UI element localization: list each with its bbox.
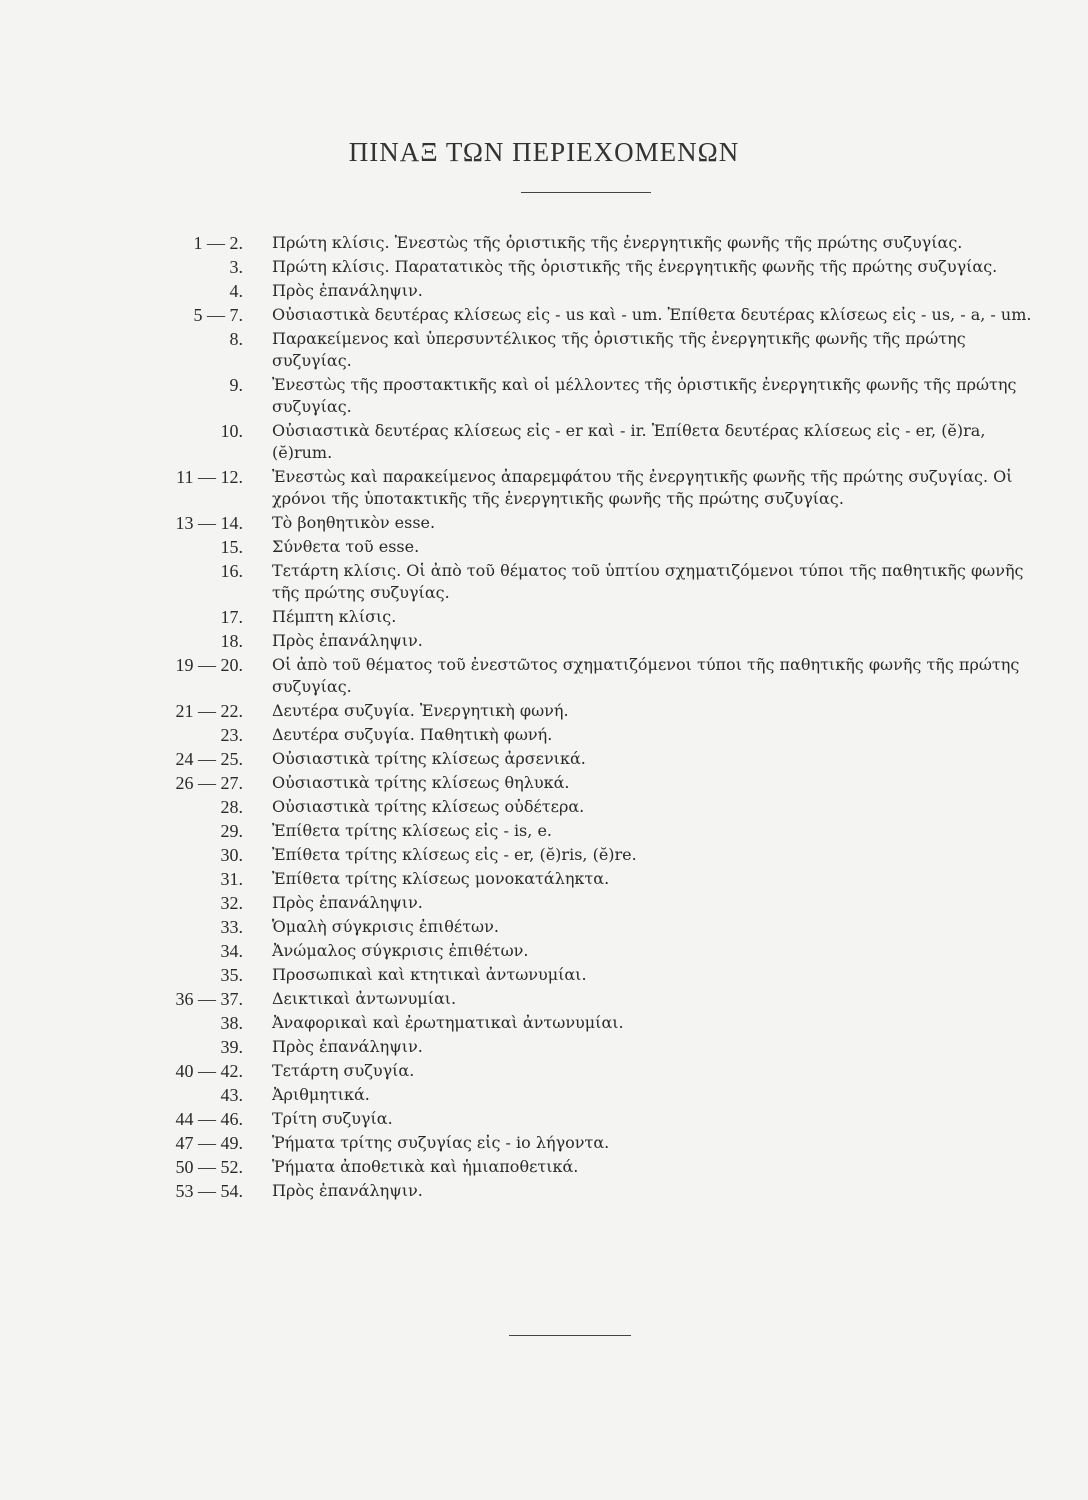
- toc-entry: [0, 868, 1088, 890]
- toc-entry-text: Οἱ ἀπὸ τοῦ θέματος τοῦ ἐνεστῶτος σχηματιζόμενοι τύποι τῆς παθητικῆς φωνῆς τῆς πρώτης συζυγίας.: [272, 655, 1020, 696]
- toc-entry-number: 34.: [220, 941, 243, 961]
- toc-entry: [0, 916, 1088, 938]
- toc-entry-text: Τὸ βοηθητικὸν esse.: [272, 513, 436, 532]
- toc-entry-number: 39.: [220, 1037, 243, 1057]
- toc-entry-text: Οὐσιαστικὰ τρίτης κλίσεως οὐδέτερα.: [272, 797, 585, 816]
- toc-entry-number: 30.: [220, 845, 243, 865]
- toc-entry-number: 29.: [220, 821, 243, 841]
- toc-entry: [0, 1180, 1088, 1202]
- toc-entry: [0, 328, 1088, 372]
- toc-entry: [0, 820, 1088, 842]
- toc-entry-text: Οὐσιαστικὰ δευτέρας κλίσεως εἰς - er καὶ - ir. Ἐπίθετα δευτέρας κλίσεως εἰς - er, (ĕ)ra, (ĕ)rum.: [272, 421, 986, 462]
- toc-entry-number: 3.: [229, 257, 243, 277]
- toc-entry-number: 53 — 54.: [175, 1181, 243, 1201]
- end-divider: [509, 1335, 631, 1336]
- toc-entry-text: Τρίτη συζυγία.: [272, 1109, 393, 1128]
- toc-entry-number: 23.: [220, 725, 243, 745]
- toc-entry-text: Ἐπίθετα τρίτης κλίσεως εἰς - is, e.: [272, 821, 552, 840]
- toc-entry-text: Τετάρτη κλίσις. Οἱ ἀπὸ τοῦ θέματος τοῦ ὑπτίου σχηματιζόμενοι τύποι τῆς παθητικῆς φωνῆς τῆς πρώτης συζυγίας.: [272, 561, 1024, 602]
- toc-entry-text: Πέμπτη κλίσις.: [272, 607, 397, 626]
- toc-entry-text: Πρώτη κλίσις. Ἐνεστὼς τῆς ὁριστικῆς τῆς ἐνεργητικῆς φωνῆς τῆς πρώτης συζυγίας.: [272, 233, 963, 252]
- toc-entry: [0, 988, 1088, 1010]
- toc-entry-text: Δευτέρα συζυγία. Ἐνεργητικὴ φωνή.: [272, 701, 569, 720]
- toc-entry-text: Παρακείμενος καὶ ὑπερσυντέλικος τῆς ὁριστικῆς τῆς ἐνεργητικῆς φωνῆς τῆς πρώτης συζυγίας.: [272, 329, 966, 370]
- toc-entry-text: Δευτέρα συζυγία. Παθητικὴ φωνή.: [272, 725, 553, 744]
- toc-entry: [0, 964, 1088, 986]
- toc-entry-text: Πρὸς ἐπανάληψιν.: [272, 893, 423, 912]
- toc-entry-number: 33.: [220, 917, 243, 937]
- toc-entry-text: Πρὸς ἐπανάληψιν.: [272, 281, 423, 300]
- toc-entry-text: Πρὸς ἐπανάληψιν.: [272, 1181, 423, 1200]
- toc-entry-number: 9.: [229, 375, 243, 395]
- toc-entry: [0, 512, 1088, 534]
- toc-entry: [0, 700, 1088, 722]
- toc-entry: [0, 748, 1088, 770]
- toc-entry: [0, 536, 1088, 558]
- toc-entry: [0, 1156, 1088, 1178]
- toc-entry-number: 21 — 22.: [175, 701, 243, 721]
- toc-entry: [0, 796, 1088, 818]
- toc-entry-text: Σύνθετα τοῦ esse.: [272, 537, 420, 556]
- toc-entry-text: Πρὸς ἐπανάληψιν.: [272, 1037, 423, 1056]
- table-of-contents: [0, 232, 1088, 1204]
- toc-entry-number: 17.: [220, 607, 243, 627]
- toc-entry-number: 13 — 14.: [175, 513, 243, 533]
- toc-entry: [0, 654, 1088, 698]
- toc-entry-number: 35.: [220, 965, 243, 985]
- toc-entry: [0, 280, 1088, 302]
- toc-entry-number: 10.: [220, 421, 243, 441]
- toc-entry: [0, 1132, 1088, 1154]
- toc-entry-text: Οὐσιαστικὰ τρίτης κλίσεως θηλυκά.: [272, 773, 570, 792]
- toc-entry-text: Ἐπίθετα τρίτης κλίσεως εἰς - er, (ĕ)ris, (ĕ)re.: [272, 845, 637, 864]
- toc-entry: [0, 1060, 1088, 1082]
- toc-entry-text: Ῥήματα τρίτης συζυγίας εἰς - io λήγοντα.: [272, 1133, 610, 1152]
- toc-entry: [0, 466, 1088, 510]
- toc-entry: [0, 940, 1088, 962]
- toc-entry: [0, 772, 1088, 794]
- title-divider: [521, 192, 651, 193]
- toc-entry: [0, 304, 1088, 326]
- toc-entry: [0, 374, 1088, 418]
- toc-entry: [0, 892, 1088, 914]
- toc-entry-number: 28.: [220, 797, 243, 817]
- toc-entry-number: 32.: [220, 893, 243, 913]
- toc-entry-text: Προσωπικαὶ καὶ κτητικαὶ ἀντωνυμίαι.: [272, 965, 587, 984]
- toc-entry-text: Ῥήματα ἀποθετικὰ καὶ ἡμιαποθετικά.: [272, 1157, 579, 1176]
- toc-entry: [0, 1012, 1088, 1034]
- toc-entry-number: 5 — 7.: [193, 305, 243, 325]
- toc-entry: [0, 1036, 1088, 1058]
- toc-entry-number: 50 — 52.: [175, 1157, 243, 1177]
- toc-entry-text: Ἐπίθετα τρίτης κλίσεως μονοκατάληκτα.: [272, 869, 610, 888]
- toc-entry: [0, 1084, 1088, 1106]
- toc-entry-number: 16.: [220, 561, 243, 581]
- toc-entry: [0, 420, 1088, 464]
- toc-entry-number: 1 — 2.: [193, 233, 243, 253]
- toc-entry-number: 43.: [220, 1085, 243, 1105]
- toc-entry-number: 36 — 37.: [175, 989, 243, 1009]
- toc-entry: [0, 1108, 1088, 1130]
- toc-entry-number: 47 — 49.: [175, 1133, 243, 1153]
- page-title: ΠΙΝΑΞ ΤΩΝ ΠΕΡΙΕΧΟΜΕΝΩΝ: [348, 137, 740, 167]
- toc-entry-number: 19 — 20.: [175, 655, 243, 675]
- toc-entry: [0, 844, 1088, 866]
- toc-entry-number: 24 — 25.: [175, 749, 243, 769]
- toc-entry-text: Ἀριθμητικά.: [272, 1085, 370, 1104]
- toc-entry: [0, 724, 1088, 746]
- toc-entry-text: Οὐσιαστικὰ τρίτης κλίσεως ἀρσενικά.: [272, 749, 586, 768]
- toc-entry: [0, 256, 1088, 278]
- toc-entry-number: 8.: [229, 329, 243, 349]
- toc-entry-text: Ἀνώμαλος σύγκρισις ἐπιθέτων.: [272, 941, 529, 960]
- toc-entry: [0, 606, 1088, 628]
- toc-entry-text: Οὐσιαστικὰ δευτέρας κλίσεως εἰς - us καὶ - um. Ἐπίθετα δευτέρας κλίσεως εἰς - us, - a, - um.: [272, 305, 1032, 324]
- toc-entry: [0, 560, 1088, 604]
- toc-entry-text: Ἐνεστὼς καὶ παρακείμενος ἀπαρεμφάτου τῆς ἐνεργητικῆς φωνῆς τῆς πρώτης συζυγίας. Οἱ χρόνοι τῆς ὑποτακτικῆς τῆς ἐνεργητικῆς φωνῆς τῆς πρώτης συζυγίας.: [272, 467, 1013, 508]
- toc-entry-text: Πρὸς ἐπανάληψιν.: [272, 631, 423, 650]
- toc-entry-number: 4.: [229, 281, 243, 301]
- toc-entry-number: 15.: [220, 537, 243, 557]
- toc-entry-text: Ἐνεστὼς τῆς προστακτικῆς καὶ οἱ μέλλοντες τῆς ὁριστικῆς ἐνεργητικῆς φωνῆς τῆς πρώτης συζυγίας.: [272, 375, 1017, 416]
- toc-entry-text: Ὁμαλὴ σύγκρισις ἐπιθέτων.: [272, 917, 499, 936]
- toc-entry-number: 31.: [220, 869, 243, 889]
- toc-entry: [0, 232, 1088, 254]
- toc-entry: [0, 630, 1088, 652]
- toc-entry-text: Δεικτικαὶ ἀντωνυμίαι.: [272, 989, 457, 1008]
- toc-entry-text: Τετάρτη συζυγία.: [272, 1061, 415, 1080]
- toc-entry-number: 44 — 46.: [175, 1109, 243, 1129]
- toc-entry-text: Πρώτη κλίσις. Παρατατικὸς τῆς ὁριστικῆς τῆς ἐνεργητικῆς φωνῆς τῆς πρώτης συζυγίας.: [272, 257, 998, 276]
- toc-entry-number: 38.: [220, 1013, 243, 1033]
- toc-entry-number: 40 — 42.: [175, 1061, 243, 1081]
- toc-entry-number: 11 — 12.: [176, 467, 243, 487]
- toc-entry-number: 26 — 27.: [175, 773, 243, 793]
- toc-entry-number: 18.: [220, 631, 243, 651]
- toc-entry-text: Ἀναφορικαὶ καὶ ἐρωτηματικαὶ ἀντωνυμίαι.: [272, 1013, 624, 1032]
